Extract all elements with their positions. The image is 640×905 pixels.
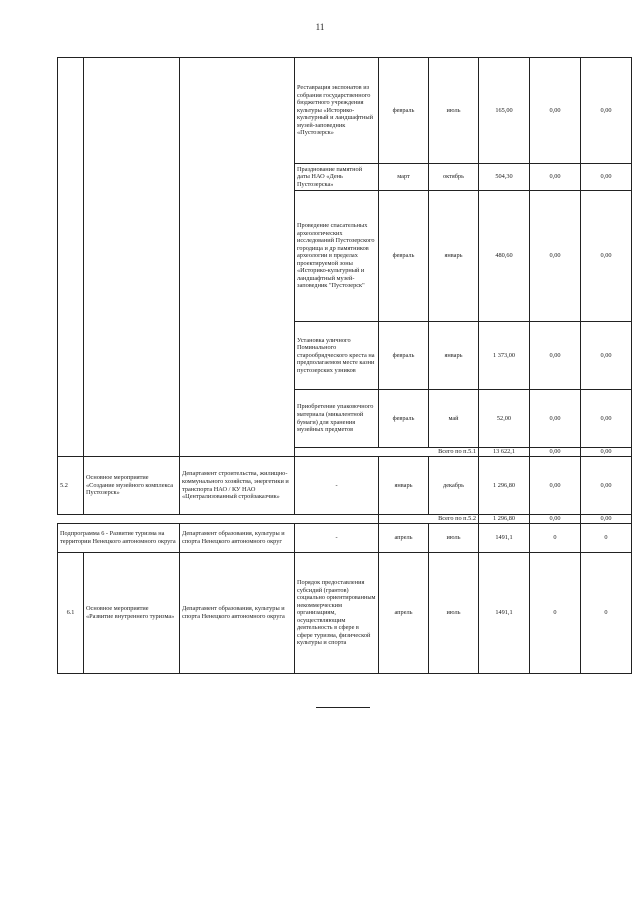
amount-cell: 0 [530,524,581,553]
start-cell: февраль [379,322,429,390]
start-cell: январь [379,457,429,515]
amount-cell: 1491,1 [479,553,530,674]
event-cell: - [295,457,379,515]
executor-cell: Департамент образования, культуры и спорта Ненецкого автономного округ [180,524,295,553]
table-row [58,457,632,515]
end-cell: октябрь [429,164,479,191]
total-amount: 0,00 [530,448,581,457]
item-number: 6.1 [58,553,84,674]
amount-cell: 0,00 [530,390,581,448]
end-cell: июль [429,553,479,674]
table-row [58,553,632,674]
total-amount: 0,00 [581,448,632,457]
total-amount: 0,00 [530,515,581,524]
executor-cell: Департамент строительства, жилищно-коммунального хозяйства, энергетики и транспорта НАО / КУ НАО «Централизованный стройзаказчик» [180,457,295,515]
end-cell: май [429,390,479,448]
end-cell: январь [429,322,479,390]
program-table [57,57,632,674]
end-cell: июль [429,524,479,553]
amount-cell: 504,30 [479,164,530,191]
end-cell: декабрь [429,457,479,515]
amount-cell: 0,00 [581,390,632,448]
table-row [58,524,632,553]
amount-cell: 0,00 [581,164,632,191]
amount-cell: 0,00 [530,58,581,164]
amount-cell: 52,00 [479,390,530,448]
amount-cell: 1 296,80 [479,457,530,515]
total-amount: 13 622,1 [479,448,530,457]
end-divider [316,707,370,708]
event-cell: Проведение спасательных археологических исследований Пустозерского городища и др памятников археологии в пределах проектируемой зоны «Историко-культурный и ландшафтный музей-заповедник "Пустозерск" [295,191,379,322]
total-label: Всего по п.5.2 [379,515,479,524]
event-cell: Порядок предоставления субсидий (грантов) социально ориентированным некоммерческим организациям, осуществляющим деятельность в сфере в сфере туризма, физической культуры и спорта [295,553,379,674]
amount-cell: 0,00 [530,164,581,191]
page-number: 11 [315,22,325,32]
subprogram-name: Подпрограмма 6 - Развитие туризма на территории Ненецкого автономного округа [58,524,180,553]
start-cell: февраль [379,58,429,164]
start-cell: апрель [379,524,429,553]
item-name: Основное мероприятие «Развитие внутреннего туризма» [84,553,180,674]
amount-cell: 0,00 [581,457,632,515]
executor-cell: Департамент образования, культуры и спорта Ненецкого автономного округа [180,553,295,674]
amount-cell: 0 [581,524,632,553]
amount-cell: 480,60 [479,191,530,322]
event-cell: Празднование памятной даты НАО «День Пустозерска» [295,164,379,191]
amount-cell: 165,00 [479,58,530,164]
amount-cell: 0,00 [581,191,632,322]
start-cell: март [379,164,429,191]
amount-cell: 1491,1 [479,524,530,553]
event-cell: Приобретение упаковочного материала (микалентной бумаги) для хранения музейных предметов [295,390,379,448]
item-name: Основное мероприятие «Создание музейного комплекса Пустозерск» [84,457,180,515]
start-cell: февраль [379,390,429,448]
start-cell: февраль [379,191,429,322]
amount-cell: 0,00 [530,457,581,515]
total-amount: 1 296,80 [479,515,530,524]
item-number: 5.2 [58,457,84,515]
amount-cell: 0 [581,553,632,674]
end-cell: январь [429,191,479,322]
total-amount: 0,00 [581,515,632,524]
amount-cell: 1 373,00 [479,322,530,390]
event-cell: Установка уличного Поминального старообрядческого креста на предполагаемом месте казни пустозерских узников [295,322,379,390]
table-row [58,58,632,164]
event-cell: Реставрация экспонатов из собрания государственного бюджетного учреждения культуры «Историко-культурный и ландшафтный музей-заповедник «Пустозерск» [295,58,379,164]
event-cell: - [295,524,379,553]
start-cell: апрель [379,553,429,674]
end-cell: июль [429,58,479,164]
table-row-total [58,515,632,524]
amount-cell: 0,00 [581,322,632,390]
amount-cell: 0,00 [530,322,581,390]
total-label: Всего по п.5.1 [295,448,479,457]
amount-cell: 0,00 [581,58,632,164]
amount-cell: 0,00 [530,191,581,322]
amount-cell: 0 [530,553,581,674]
